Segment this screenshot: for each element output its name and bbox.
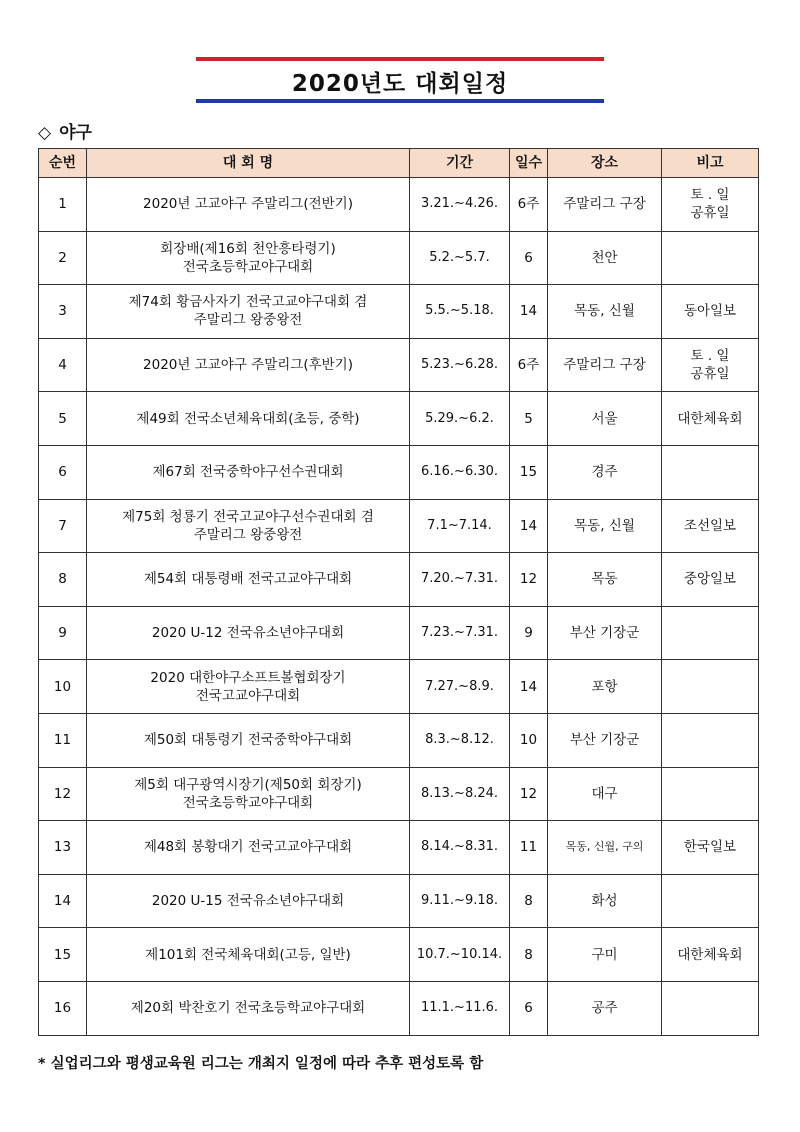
cell-note (662, 660, 759, 714)
cell-period: 11.1.~11.6. (410, 981, 510, 1035)
table-row (39, 606, 759, 660)
table-row (39, 178, 759, 232)
cell-period: 7.1~7.14. (410, 499, 510, 553)
cell-note: 토 . 일 공휴일 (662, 178, 759, 232)
cell-number: 15 (39, 928, 87, 982)
cell-period: 5.23.~6.28. (410, 338, 510, 392)
cell-period: 9.11.~9.18. (410, 874, 510, 928)
cell-number: 13 (39, 821, 87, 875)
table-row (39, 767, 759, 821)
cell-venue: 부산 기장군 (548, 606, 662, 660)
cell-number: 11 (39, 713, 87, 767)
cell-days: 14 (510, 285, 548, 339)
cell-days: 10 (510, 713, 548, 767)
cell-name: 제5회 대구광역시장기(제50회 회장기) 전국초등학교야구대회 (87, 767, 410, 821)
header-period: 기간 (410, 149, 510, 178)
cell-period: 7.23.~7.31. (410, 606, 510, 660)
page-title: 2020년도 대회일정 (291, 71, 509, 97)
cell-venue: 구미 (548, 928, 662, 982)
footnote: * 실업리그와 평생교육원 리그는 개최지 일정에 따라 추후 편성토록 함 (38, 1056, 484, 1072)
cell-name: 제75회 청룡기 전국고교야구선수권대회 겸 주말리그 왕중왕전 (87, 499, 410, 553)
cell-period: 8.13.~8.24. (410, 767, 510, 821)
table-row (39, 231, 759, 285)
cell-days: 5 (510, 392, 548, 446)
cell-venue: 경주 (548, 445, 662, 499)
cell-name: 회장배(제16회 천안흥타령기) 전국초등학교야구대회 (87, 231, 410, 285)
cell-name: 제50회 대통령기 전국중학야구대회 (87, 713, 410, 767)
cell-number: 6 (39, 445, 87, 499)
cell-note (662, 767, 759, 821)
cell-number: 14 (39, 874, 87, 928)
cell-note: 중앙일보 (662, 553, 759, 607)
cell-venue: 주말리그 구장 (548, 338, 662, 392)
cell-venue: 주말리그 구장 (548, 178, 662, 232)
table-row (39, 660, 759, 714)
cell-days: 14 (510, 499, 548, 553)
cell-days: 6 (510, 981, 548, 1035)
cell-venue: 목동 (548, 553, 662, 607)
cell-days: 9 (510, 606, 548, 660)
cell-days: 6 (510, 231, 548, 285)
cell-number: 4 (39, 338, 87, 392)
header-note: 비고 (662, 149, 759, 178)
cell-period: 5.2.~5.7. (410, 231, 510, 285)
table-row (39, 285, 759, 339)
cell-name: 제20회 박찬호기 전국초등학교야구대회 (87, 981, 410, 1035)
cell-name: 제49회 전국소년체육대회(초등, 중학) (87, 392, 410, 446)
cell-name: 제101회 전국체육대회(고등, 일반) (87, 928, 410, 982)
table-row (39, 928, 759, 982)
cell-note (662, 231, 759, 285)
cell-period: 6.16.~6.30. (410, 445, 510, 499)
title-banner (196, 57, 604, 103)
cell-number: 8 (39, 553, 87, 607)
cell-note (662, 874, 759, 928)
cell-note: 한국일보 (662, 821, 759, 875)
cell-note: 대한체육회 (662, 928, 759, 982)
cell-name: 제74회 황금사자기 전국고교야구대회 겸 주말리그 왕중왕전 (87, 285, 410, 339)
table-row (39, 338, 759, 392)
title-bar-blue (196, 99, 604, 103)
cell-period: 7.20.~7.31. (410, 553, 510, 607)
cell-name: 2020년 고교야구 주말리그(후반기) (87, 338, 410, 392)
table-row (39, 981, 759, 1035)
schedule-table (38, 148, 759, 1036)
cell-number: 3 (39, 285, 87, 339)
cell-name: 제48회 봉황대기 전국고교야구대회 (87, 821, 410, 875)
cell-period: 5.5.~5.18. (410, 285, 510, 339)
cell-days: 14 (510, 660, 548, 714)
cell-name: 제67회 전국중학야구선수권대회 (87, 445, 410, 499)
cell-name: 2020 U-15 전국유소년야구대회 (87, 874, 410, 928)
cell-period: 8.14.~8.31. (410, 821, 510, 875)
cell-venue: 대구 (548, 767, 662, 821)
cell-days: 8 (510, 874, 548, 928)
table-row (39, 713, 759, 767)
cell-note (662, 445, 759, 499)
cell-venue: 천안 (548, 231, 662, 285)
cell-name: 2020 U-12 전국유소년야구대회 (87, 606, 410, 660)
cell-note (662, 713, 759, 767)
cell-number: 7 (39, 499, 87, 553)
cell-venue: 목동, 신월 (548, 285, 662, 339)
cell-number: 9 (39, 606, 87, 660)
cell-days: 15 (510, 445, 548, 499)
cell-number: 10 (39, 660, 87, 714)
cell-days: 8 (510, 928, 548, 982)
section-heading (38, 118, 92, 143)
header-number: 순번 (39, 149, 87, 178)
cell-number: 5 (39, 392, 87, 446)
cell-name: 제54회 대통령배 전국고교야구대회 (87, 553, 410, 607)
cell-venue: 공주 (548, 981, 662, 1035)
table-row (39, 821, 759, 875)
cell-days: 12 (510, 767, 548, 821)
cell-note: 동아일보 (662, 285, 759, 339)
table-row (39, 392, 759, 446)
cell-name: 2020 대한야구소프트볼협회장기 전국고교야구대회 (87, 660, 410, 714)
table-row (39, 874, 759, 928)
cell-venue: 화성 (548, 874, 662, 928)
table-row (39, 553, 759, 607)
cell-period: 5.29.~6.2. (410, 392, 510, 446)
header-days: 일수 (510, 149, 548, 178)
cell-note: 대한체육회 (662, 392, 759, 446)
section-label: 야구 (59, 123, 92, 143)
table-row (39, 499, 759, 553)
cell-days: 12 (510, 553, 548, 607)
cell-days: 6주 (510, 178, 548, 232)
cell-period: 8.3.~8.12. (410, 713, 510, 767)
cell-number: 12 (39, 767, 87, 821)
cell-period: 10.7.~10.14. (410, 928, 510, 982)
cell-number: 1 (39, 178, 87, 232)
cell-number: 2 (39, 231, 87, 285)
cell-note: 토 . 일 공휴일 (662, 338, 759, 392)
cell-note (662, 606, 759, 660)
table-row (39, 445, 759, 499)
cell-venue: 목동, 신월, 구의 (548, 821, 662, 875)
header-name: 대 회 명 (87, 149, 410, 178)
cell-venue: 서울 (548, 392, 662, 446)
cell-note: 조선일보 (662, 499, 759, 553)
cell-period: 3.21.~4.26. (410, 178, 510, 232)
diamond-icon: ◇ (38, 123, 52, 143)
cell-days: 6주 (510, 338, 548, 392)
cell-days: 11 (510, 821, 548, 875)
header-venue: 장소 (548, 149, 662, 178)
table-header-row (39, 149, 759, 178)
cell-number: 16 (39, 981, 87, 1035)
cell-period: 7.27.~8.9. (410, 660, 510, 714)
cell-name: 2020년 고교야구 주말리그(전반기) (87, 178, 410, 232)
cell-venue: 포항 (548, 660, 662, 714)
cell-note (662, 981, 759, 1035)
cell-venue: 목동, 신월 (548, 499, 662, 553)
cell-venue: 부산 기장군 (548, 713, 662, 767)
title-bar-red (196, 57, 604, 61)
